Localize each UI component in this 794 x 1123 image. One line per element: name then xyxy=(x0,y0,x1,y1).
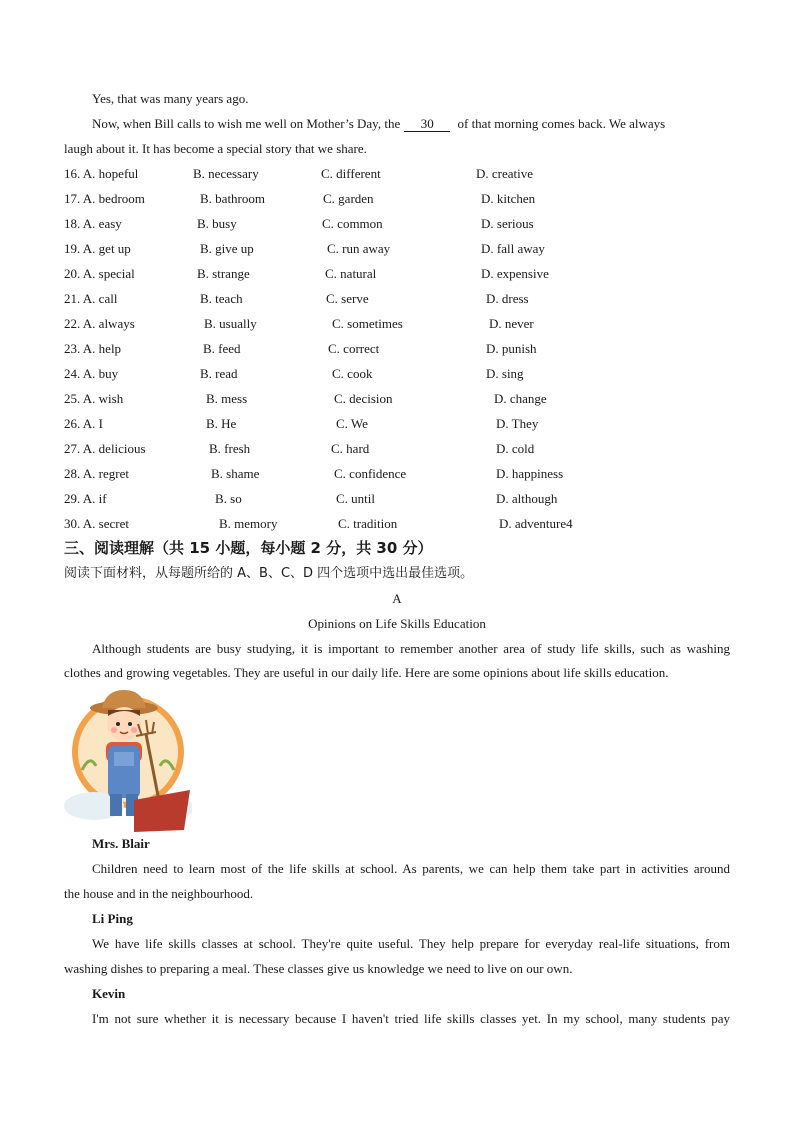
speaker-name: Kevin xyxy=(92,986,126,1001)
question-row xyxy=(64,215,704,233)
option-d: D. dress xyxy=(486,291,529,306)
speaker-text-line-2: washing dishes to preparing a meal. These classes give us knowledge we need to live on our own. xyxy=(64,961,573,976)
option-d: D. punish xyxy=(486,341,537,356)
option-a: 21. A. call xyxy=(64,291,118,306)
option-a: 18. A. easy xyxy=(64,216,122,231)
option-c: C. garden xyxy=(323,191,374,206)
option-b: B. necessary xyxy=(193,166,259,181)
intro-line-1: Yes, that was many years ago. xyxy=(92,91,249,106)
option-b: B. so xyxy=(215,491,242,506)
option-a: 30. A. secret xyxy=(64,516,129,531)
option-a: 24. A. buy xyxy=(64,366,119,381)
option-c: C. correct xyxy=(328,341,380,356)
option-b: B. fresh xyxy=(209,441,251,456)
option-b: B. give up xyxy=(200,241,254,256)
question-row xyxy=(64,440,704,458)
question-row xyxy=(64,340,704,358)
option-a: 25. A. wish xyxy=(64,391,124,406)
question-row xyxy=(64,290,704,308)
section-instruction: 阅读下面材料，从每题所给的 A、B、C、D 四个选项中选出最佳选项。 xyxy=(64,566,474,581)
question-row xyxy=(64,465,704,483)
option-d: D. They xyxy=(496,416,539,431)
option-c: C. sometimes xyxy=(332,316,403,331)
intro-line-2-start: Now, when Bill calls to wish me well on Mother’s Day, the xyxy=(92,116,401,131)
question-row xyxy=(64,490,704,508)
question-row xyxy=(64,365,704,383)
intro-line-2-end: of that morning comes back. We always xyxy=(457,116,666,131)
question-row xyxy=(64,515,704,533)
option-d: D. serious xyxy=(481,216,534,231)
passage-title: Opinions on Life Skills Education xyxy=(308,616,486,631)
question-row xyxy=(64,190,704,208)
option-c: C. different xyxy=(321,166,381,181)
option-b: B. teach xyxy=(200,291,243,306)
option-a: 28. A. regret xyxy=(64,466,129,481)
option-d: D. change xyxy=(494,391,547,406)
speaker-text-line-2: the house and in the neighbourhood. xyxy=(64,886,254,901)
option-c: C. until xyxy=(336,491,376,506)
option-b: B. read xyxy=(200,366,238,381)
option-a: 23. A. help xyxy=(64,341,122,356)
option-b: B. shame xyxy=(211,466,260,481)
speaker-text-line-1: I'm not sure whether it is necessary because I haven't tried life skills classes yet. In my school, many students pay xyxy=(92,1011,730,1026)
option-d: D. happiness xyxy=(496,466,564,481)
option-c: C. run away xyxy=(327,241,391,256)
option-b: B. He xyxy=(206,416,237,431)
question-row xyxy=(64,415,704,433)
question-row xyxy=(64,165,704,183)
option-a: 27. A. delicious xyxy=(64,441,146,456)
section-heading: 三、阅读理解（共 15 小题，每小题 2 分，共 30 分） xyxy=(64,539,433,557)
option-c: C. serve xyxy=(326,291,369,306)
option-d: D. kitchen xyxy=(481,191,536,206)
question-row xyxy=(64,315,704,333)
option-c: C. natural xyxy=(325,266,377,281)
option-c: C. common xyxy=(322,216,383,231)
option-a: 19. A. get up xyxy=(64,241,131,256)
option-a: 17. A. bedroom xyxy=(64,191,145,206)
option-c: C. cook xyxy=(332,366,373,381)
question-row xyxy=(64,265,704,283)
speaker-name: Mrs. Blair xyxy=(92,836,150,851)
intro-line-3: laugh about it. It has become a special story that we share. xyxy=(64,141,367,156)
option-b: B. strange xyxy=(197,266,250,281)
option-d: D. fall away xyxy=(481,241,545,256)
option-d: D. never xyxy=(489,316,534,331)
option-b: B. usually xyxy=(204,316,257,331)
option-b: B. busy xyxy=(197,216,237,231)
speaker-text-line-1: We have life skills classes at school. They're quite useful. They help prepare for everyday real-life situations, from xyxy=(92,936,730,951)
option-c: C. decision xyxy=(334,391,393,406)
speaker-text-line-1: Children need to learn most of the life skills at school. As parents, we can help them take part in activities around xyxy=(92,861,730,876)
option-d: D. creative xyxy=(476,166,534,181)
option-a: 16. A. hopeful xyxy=(64,166,139,181)
option-c: C. hard xyxy=(331,441,370,456)
passage-intro-line-2: clothes and growing vegetables. They are useful in our daily life. Here are some opinions about life skills education. xyxy=(64,665,669,680)
question-row xyxy=(64,240,704,258)
option-c: C. confidence xyxy=(334,466,407,481)
option-b: B. mess xyxy=(206,391,248,406)
option-b: B. feed xyxy=(203,341,241,356)
option-a: 22. A. always xyxy=(64,316,135,331)
intro-line-2 xyxy=(92,115,665,133)
passage-intro-line-1: Although students are busy studying, it is important to remember another area of study life skills, such as washing xyxy=(92,641,730,656)
option-a: 20. A. special xyxy=(64,266,135,281)
passage-label: A xyxy=(392,591,402,606)
option-b: B. memory xyxy=(219,516,278,531)
option-d: D. adventure4 xyxy=(499,516,573,531)
option-d: D. expensive xyxy=(481,266,549,281)
option-d: D. although xyxy=(496,491,558,506)
option-d: D. sing xyxy=(486,366,524,381)
option-a: 29. A. if xyxy=(64,491,107,506)
option-b: B. bathroom xyxy=(200,191,265,206)
option-d: D. cold xyxy=(496,441,535,456)
option-c: C. We xyxy=(336,416,368,431)
option-c: C. tradition xyxy=(338,516,398,531)
blank-30: 30 xyxy=(404,117,450,132)
option-a: 26. A. I xyxy=(64,416,103,431)
question-row xyxy=(64,390,704,408)
speaker-name: Li Ping xyxy=(92,911,133,926)
farmer-boy-illustration xyxy=(64,686,192,832)
